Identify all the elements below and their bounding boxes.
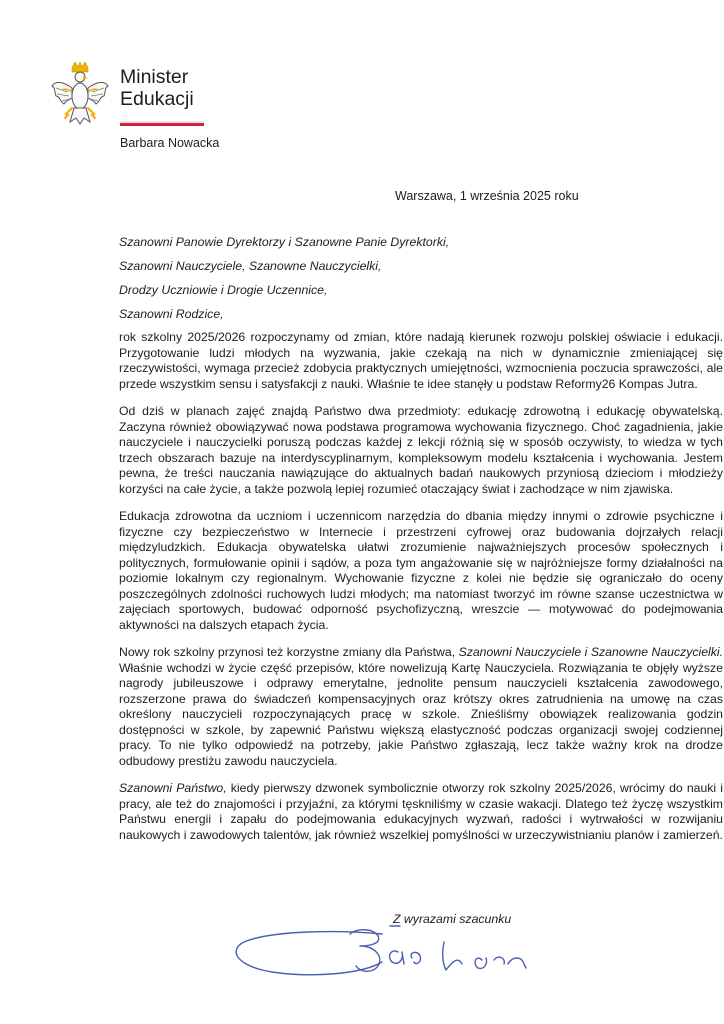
letter-date: Warszawa, 1 września 2025 roku (395, 189, 579, 203)
salutations (119, 233, 619, 329)
paragraph-4-address: Szanowni Nauczyciele i Szanowne Nauczycielki. (458, 645, 723, 659)
paragraph-5-address: Szanowni Państwo, (119, 781, 227, 795)
paragraph-5 (119, 781, 723, 843)
salutation-line: Szanowni Nauczyciele, Szanowne Nauczycielki, (119, 259, 382, 273)
office-title (120, 66, 194, 110)
salutation-line: Szanowni Panowie Dyrektorzy i Szanowne Panie Dyrektorki, (119, 235, 450, 249)
polish-eagle-icon (50, 62, 110, 134)
paragraph-3: Edukacja zdrowotna da uczniom i uczennicom narzędzia do dbania między innymi o zdrowie psychiczne i fizyczne czy bezpieczeństwo w Internecie i przestrzeni cyfrowej oraz budowania dojrzałych relacji międzyludzkich. Edukacja obywatelska ułatwi zrozumienie najważniejszych procesów społecznych i politycznych, formułowanie opinii i sądów, a poza tym angażowanie się w najróżniejsze formy działalności na poziomie lokalnym czy regionalnym. Wychowanie fizyczne z kolei nie będzie się ograniczało do oceny poszczególnych zdolności ruchowych ludzi młodych; ma natomiast tworzyć im równe szanse uczestnictwa w zajęciach sportowych, budować odporność psychofizyczną, wreszcie — motywować do podejmowania aktywności na dalszych etapach życia. (119, 509, 723, 632)
paragraph-4 (119, 645, 723, 769)
paragraph-4-start: Nowy rok szkolny przynosi też korzystne zmiany dla Państwa, (119, 645, 459, 659)
office-line-2: Edukacji (120, 88, 194, 110)
salutation-line: Szanowni Rodzice, (119, 307, 224, 321)
paragraph-1: rok szkolny 2025/2026 rozpoczynamy od zmian, które nadają kierunek rozwoju polskiej oświacie i edukacji. Przygotowanie ludzi młodych na wyzwania, jakie czekają na nich w dynamicznie zmieniającej się rzeczywistości, wymaga przecież zdobycia praktycznych umiejętności, wzmocnienia poczucia sprawczości, ale przede wszystkim sensu i satysfakcji z nauki. Właśnie te idee stanęły u podstaw Reformy26 Kompas Jutra. (119, 330, 723, 391)
closing-phrase: Z wyrazami szacunku (393, 912, 512, 926)
paragraph-4-rest: Właśnie wchodzi w życie część przepisów, które nowelizują Kartę Nauczyciela. Rozwiązania te objęły wyższe nagrody jubileuszowe i odprawy emerytalne, jednolite pensum nauczycieli kształcenia zawodowego, rozszerzone prawa do świadczeń kompensacyjnych oraz krótszy okres zatrudnienia na umowę na czas określony nauczycieli rozpoczynających pracę w szkole. Znieśliśmy obowiązek realizowania godzin dostępności w szkole, by zapewnić Państwu większą elastyczność podczas organizacji swojej codziennej pracy. To nie tylko odpowiedź na potrzeby, jakie Państwo zgłaszają, lecz także ważny krok na drodze odbudowy prestiżu zawodu nauczyciela. (119, 660, 723, 768)
flag-stripe (120, 121, 204, 126)
office-line-1: Minister (120, 66, 189, 88)
letterhead (50, 58, 270, 158)
handwritten-signature (232, 912, 542, 992)
letter-body (119, 330, 723, 855)
minister-name: Barbara Nowacka (120, 136, 220, 150)
paragraph-2: Od dziś w planach zajęć znajdą Państwo dwa przedmioty: edukację zdrowotną i edukację obywatelską. Zaczyna również obowiązywać nowa podstawa programowa wychowania fizycznego. Choć zagadnienia, jakie nauczyciele i nauczycielki poruszą podczas każdej z lekcji różnią się w sposób oczywisty, to wiedza w tych trzech obszarach bazuje na interdyscyplinarnym, kompleksowym modelu kształcenia i wychowania. Jestem pewna, że treści nauczania nawiązujące do aktualnych badań naukowych przyniosą dzieciom i młodzieży korzyści na całe życie, a także pozwolą lepiej rozumieć otaczający świat i zachodzące w nim zjawiska. (119, 404, 723, 496)
paragraph-5-rest: kiedy pierwszy dzwonek symbolicznie otworzy rok szkolny 2025/2026, wrócimy do nauki i pracy, ale też do znajomości i przyjaźni, za którymi tęskniliśmy w czasie wakacji. Dlatego też życzę wszystkim Państwu energii i zapału do podejmowania edukacyjnych wyzwań, radości i wytrwałości w rozwijaniu naukowych i zawodowych talentów, jak również wszelkiej pomyślności w urzeczywistnianiu planów i zamierzeń. (119, 781, 723, 842)
salutation-line: Drodzy Uczniowie i Drogie Uczennice, (119, 283, 328, 297)
